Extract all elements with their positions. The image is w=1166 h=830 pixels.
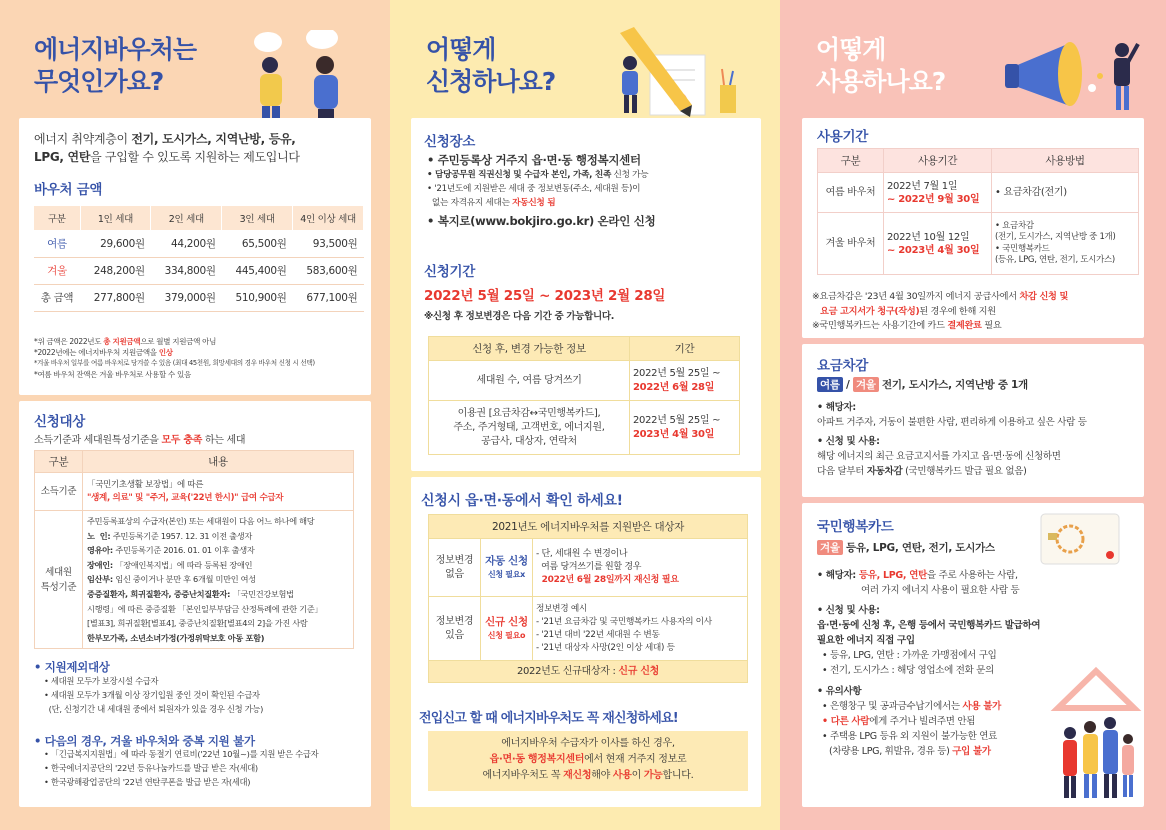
member-line [87, 572, 349, 587]
target-head-content: 내용 [83, 451, 354, 473]
note-1 [34, 336, 369, 347]
change-info-line: 공급사, 대상자, 연락처 [481, 435, 577, 447]
member-key: 중증질환자, 희귀질환자, 중증난치질환자: [87, 588, 233, 599]
dup-title: • 다음의 경우, 겨울 바우처와 중복 지원 불가 [34, 734, 255, 748]
member-line [87, 543, 349, 558]
intro-text-d: 을 구입할 수 있도록 지원하는 제도입니다 [90, 150, 300, 164]
move-line3g: 합니다. [662, 770, 694, 781]
target-head-cat: 구분 [35, 451, 83, 473]
note-1b: 총 지원금액 [103, 337, 141, 346]
member-line [87, 514, 349, 529]
use-notes: ※요금차감은 '23년 4월 30일까지 에너지 공급사에서 차감 신청 및 요금 고지서가 청구(작성)된 경우에 한해 지원 ※국민행복카드는 사용기간에 카드 결제완료 필요 [812, 291, 1069, 331]
intro-card [19, 118, 371, 395]
amount-row-label: 총 금액 [34, 284, 80, 311]
r1-right: 여름 당겨쓰기를 원할 경우 [536, 562, 642, 572]
bill-how-title: • 신청 및 사용: [817, 436, 880, 447]
note-2 [34, 347, 369, 358]
people-chat-illustration [240, 30, 355, 120]
check-table [428, 514, 748, 683]
happy-card-image [1040, 513, 1120, 565]
change-period [630, 401, 740, 455]
member-value: 「장애인복지법」에 따라 등록된 장애인 [115, 559, 253, 570]
move-line1: 에너지바우처 수급자가 이사를 하신 경우, [501, 738, 675, 749]
change-period-end: 2022년 6월 28일 [633, 381, 715, 393]
member-value: (가정위탁보호 아동 포함) [176, 632, 265, 643]
use-note3b: 결제완료 [947, 320, 982, 331]
family-illustration [1048, 663, 1143, 803]
amount-cell: 248,200원 [80, 257, 151, 284]
income-label: 소득기준 [35, 473, 83, 511]
caution2a: • 다른 사람 [822, 716, 870, 727]
member-value: 「국민건강보험법 [232, 588, 294, 599]
member-value: 임신 중이거나 분만 후 6개월 미만인 여성 [115, 574, 256, 585]
check-title: 신청시 읍·면·동에서 확인 하세요! [421, 493, 623, 509]
excl-list [44, 674, 263, 716]
place-item-a: 없는 자격유지 세대는 [427, 198, 513, 208]
r2-mid2: 신청 필요o [487, 630, 526, 640]
member-value: [별표3], 희귀질환[별표4], 중증난치질환[별표4의 2]을 가진 사람 [87, 618, 308, 629]
amount-cell: 334,800원 [151, 257, 222, 284]
period-title: 신청기간 [424, 264, 475, 280]
member-value: 주민등록기준 1957. 12. 31 이전 출생자 [112, 530, 252, 541]
change-period-end: 2023년 4월 30일 [633, 428, 715, 440]
place-item-b: 자동신청 됨 [512, 198, 556, 208]
change-head-period: 기간 [630, 337, 740, 361]
check-foot-b: 신규 신청 [618, 665, 660, 677]
place-item: • 복지로(www.bokjiro.go.kr) 온라인 신청 [427, 214, 656, 228]
place-item: • 주민등록상 거주지 읍·면·동 행정복지센터 [427, 153, 641, 167]
bill-line-text: 전기, 도시가스, 지역난방 중 1개 [878, 379, 1028, 391]
summer-tag: 여름 [817, 377, 843, 392]
move-line3e: 이 [631, 770, 644, 781]
amount-row-label: 겨울 [34, 257, 80, 284]
use-note2a: 요금 고지서가 청구(작성) [820, 305, 920, 317]
bill-who: 아파트 거주자, 거동이 불편한 사람, 편리하게 이용하고 싶은 사람 등 [817, 417, 1087, 428]
member-label1: 세대원 [45, 566, 72, 578]
card-who: 을 주로 사용하는 사람, [926, 570, 1018, 581]
excl-item: (단, 신청기간 내 세대원 중에서 퇴원자가 있을 경우 신청 가능) [44, 704, 264, 714]
member-line [87, 587, 349, 602]
caution1a: • 은행창구 및 공과금수납기에서는 [822, 701, 963, 712]
intro-text-b: 전기, 도시가스, 지역난방, 등유, [131, 132, 296, 146]
change-row [429, 401, 740, 455]
megaphone-illustration [1000, 28, 1150, 118]
note-2b: 인상 [158, 348, 173, 357]
caution1b: 사용 불가 [962, 701, 1001, 712]
r2-right: 정보변경 예시 [536, 603, 588, 614]
amount-cell: 44,200원 [151, 230, 222, 257]
column-how-use [780, 0, 1166, 830]
r2-right: - '21년 대비 '22년 세대원 수 변동 [536, 629, 660, 640]
amount-cell: 93,500원 [293, 230, 364, 257]
caution3b: (차량용 LPG, 휘발유, 경유 등) [829, 746, 953, 757]
member-key: 임산부: [87, 574, 116, 585]
r2-right: - '21년 요금차감 및 국민행복카드 사용자의 이사 [536, 616, 712, 627]
target-card [19, 401, 371, 807]
excl-item: • 세대원 모두가 3개월 이상 장기입원 중인 것이 확인된 수급자 [44, 690, 260, 700]
check-foot-a: 2022년도 신규대상자 : [516, 665, 619, 677]
dup-item: • 「긴급복지지원법」에 따라 동절기 연료비('22년 10월~)를 지원 받은 수급자 [44, 749, 319, 759]
use-head-method: 사용방법 [992, 149, 1139, 173]
note-4: *여름 바우처 잔액은 겨울 바우처로 사용할 수 있음 [34, 370, 191, 379]
bill-title: 요금차감 [817, 358, 868, 374]
change-period [630, 361, 740, 401]
winter-tag: 겨울 [853, 377, 879, 392]
amount-head: 1인 세대 [80, 206, 151, 230]
r2-label: 있음 [445, 629, 464, 641]
r2-label: 정보변경 [435, 615, 474, 627]
bill-who-title: • 해당자: [817, 402, 856, 413]
r1-red: 2022년 6월 28일까지 재신청 필요 [536, 575, 679, 585]
bill-card [802, 344, 1144, 497]
member-key: 노 인: [87, 530, 113, 541]
winter-method: • 국민행복카드 [995, 243, 1050, 254]
amount-cell: 29,600원 [80, 230, 151, 257]
col3-title-line1: 어떻게 [816, 35, 886, 64]
bill-line: 여름 / 겨울 전기, 도시가스, 지역난방 중 1개 [817, 377, 1028, 392]
move-line3b: 재신청 [563, 770, 592, 781]
target-sub-a: 소득기준과 세대원특성기준을 [34, 435, 162, 446]
check-card [411, 477, 761, 807]
use-note3a: ※국민행복카드는 사용기간에 카드 [812, 320, 948, 331]
member-value: 주민등록표상의 수급자(본인) 또는 세대원이 다음 어느 하나에 해당 [87, 516, 315, 526]
amount-head: 2인 세대 [151, 206, 222, 230]
note-1c: 으로 월별 지원금액 아님 [140, 337, 217, 346]
member-label2: 특성기준 [40, 581, 77, 593]
move-line3d: 사용 [612, 770, 632, 781]
change-info [429, 401, 630, 455]
move-line3a: 에너지바우처도 꼭 [482, 770, 564, 781]
excl-title: • 지원제외대상 [34, 660, 110, 674]
caution3a: • 주택용 LPG 등유 외 지원이 불가능한 연료 [822, 731, 997, 742]
card-line [817, 540, 995, 555]
move-line2a: 읍·면·동 행정복지센터 [489, 754, 585, 765]
change-info-line: 주소, 주거형태, 고객번호, 에너지원, [453, 421, 605, 433]
amount-row [34, 284, 364, 311]
excl-item: • 세대원 모두가 보장시설 수급자 [44, 676, 159, 686]
member-value: 시행령」에 따른 중증질환 「본인일부부담금 산정특례에 관한 기준」 [87, 603, 323, 614]
amount-table [34, 206, 364, 312]
intro-text-c: LPG, 연탄 [34, 150, 91, 164]
move-box [428, 731, 748, 791]
caution2b: 에게 주거나 빌려주면 안됨 [869, 716, 976, 727]
target-sub [34, 431, 245, 446]
change-info [429, 361, 630, 401]
card-how: 읍·면·동에 신청 후, 은행 등에서 국민행복카드 발급하여 [817, 620, 1041, 631]
amount-head: 4인 이상 세대 [293, 206, 364, 230]
intro-text-a: 에너지 취약계층이 [34, 132, 132, 146]
card-who2: 여러 가지 에너지 사용이 필요한 사람 등 [861, 585, 1020, 596]
use-note2b: 된 경우에 한해 지원 [919, 305, 996, 317]
income-line2: "생계, 의료" 및 "주거, 교육('22년 한시)" 급여 수급자 [87, 492, 284, 503]
bill-body [817, 400, 1142, 479]
change-table [428, 336, 740, 455]
member-line [87, 558, 349, 573]
period-value: 2022년 5월 25일 ~ 2023년 2월 28일 [424, 288, 666, 304]
member-line [87, 616, 349, 631]
column-what-is [0, 0, 390, 830]
change-period-start: 2022년 5월 25일 ~ [633, 414, 721, 426]
col2-title-line1: 어떻게 [426, 35, 496, 64]
column-how-apply [390, 0, 780, 830]
caution3c: 구입 불가 [952, 746, 991, 757]
amount-cell: 379,000원 [151, 284, 222, 311]
place-item: • '21년도에 지원받은 세대 중 정보변동(주소, 세대원 등)이 [427, 184, 641, 194]
member-line [87, 631, 349, 646]
change-row [429, 361, 740, 401]
amount-title: 바우처 금액 [34, 182, 103, 198]
member-key: 한부모가족, 소년소녀가정 [87, 632, 177, 643]
pencil-illustration [600, 25, 750, 120]
card-who-title: • 해당자: [817, 570, 859, 581]
summer-period1: 2022년 7월 1일 [887, 180, 958, 192]
target-sub-b: 모두 충족 [161, 435, 203, 446]
move-line2b: 에서 현재 거주지 정보로 [584, 754, 687, 765]
bill-how-a: 다음 달부터 [817, 466, 867, 477]
summer-period2: ~ 2022년 9월 30일 [887, 193, 980, 205]
change-info-line: 이용권 [요금차감↔국민행복카드], [457, 407, 601, 419]
use-head-cat: 구분 [818, 149, 884, 173]
bill-how-b: 자동차감 [866, 466, 903, 477]
r1-label: 없음 [445, 568, 464, 580]
usage-card [802, 118, 1144, 338]
card-how-title: • 신청 및 사용: [817, 605, 880, 616]
use-note1b: 차감 신청 및 [1019, 291, 1069, 302]
r1-mid: 자동 신청 [485, 554, 528, 567]
amount-row [34, 257, 364, 284]
move-line3c: 해야 [591, 770, 613, 781]
dup-item: • 한국광해광업공단의 '22년 연탄쿠폰을 발급 받은 자(세대) [44, 777, 251, 787]
r1-mid2: 신청 필요x [487, 569, 526, 579]
intro-text [34, 130, 300, 166]
summer-method: • 요금차감(전기) [992, 173, 1139, 213]
r2-mid: 신규 신청 [485, 615, 528, 628]
move-title: 전입신고 할 때 에너지바우처도 꼭 재신청하세요! [419, 711, 678, 726]
target-table [34, 450, 354, 649]
change-info-line: 세대원 수, 여름 당겨쓰기 [476, 374, 582, 386]
place-item-b: 신청 가능 [611, 170, 649, 180]
use-note1a: ※요금차감은 '23년 4월 30일까지 에너지 공급사에서 [812, 291, 1020, 302]
member-key: 장애인: [87, 559, 116, 570]
col1-title [34, 34, 196, 98]
change-head-info: 신청 후, 변경 가능한 정보 [429, 337, 630, 361]
dup-list [44, 747, 318, 789]
col1-title-line2: 무엇인가요? [34, 67, 164, 96]
col2-title [426, 34, 555, 98]
amount-cell: 677,100원 [293, 284, 364, 311]
col1-title-line1: 에너지바우처는 [34, 35, 197, 64]
r2-right: - '21년 대상자 사망(2인 이상 세대) 등 [536, 642, 675, 653]
amount-row [34, 230, 364, 257]
amount-cell: 65,500원 [222, 230, 293, 257]
member-content [83, 511, 354, 649]
use-head-period: 사용기간 [884, 149, 992, 173]
winter-method: (전기, 도시가스, 지역난방 중 1개) [995, 232, 1116, 242]
col3-title [816, 34, 945, 98]
bill-how-c: (국민행복카드 발급 필요 없음) [902, 466, 1027, 477]
move-line3f: 가능 [643, 770, 663, 781]
check-head: 2021년도 에너지바우처를 지원받은 대상자 [429, 515, 748, 539]
member-line [87, 529, 349, 544]
amount-notes [34, 336, 369, 380]
place-list [427, 152, 757, 229]
amount-cell: 277,800원 [80, 284, 151, 311]
winter-method: (등유, LPG, 연탄, 전기, 도시가스) [995, 255, 1115, 265]
amount-head: 구분 [34, 206, 80, 230]
use-title: 사용기간 [817, 129, 868, 145]
target-sub-c: 하는 세대 [202, 435, 246, 446]
amount-cell: 510,900원 [222, 284, 293, 311]
card-winter-tag: 겨울 [817, 540, 843, 555]
dup-item: • 한국에너지공단의 '22년 등유나눔카드를 발급 받은 자(세대) [44, 763, 258, 773]
place-item-a: • 담당공무원 직권신청 및 수급자 본인, 가족, 친족 [427, 170, 612, 180]
apply-card [411, 118, 761, 471]
card-line-text: 등유, LPG, 연탄, 전기, 도시가스 [842, 542, 995, 554]
member-value: 주민등록기준 2016. 01. 01 이후 출생자 [115, 545, 255, 556]
caution-title: • 유의사항 [817, 686, 862, 697]
use-table [817, 148, 1139, 275]
amount-cell: 445,400원 [222, 257, 293, 284]
happy-card [802, 503, 1144, 807]
amount-row-label: 여름 [34, 230, 80, 257]
target-title: 신청대상 [34, 414, 85, 430]
period-note: ※신청 후 정보변경은 다음 기간 중 가능합니다. [424, 311, 615, 322]
summer-label: 여름 바우처 [818, 173, 884, 213]
card-use1: • 등유, LPG, 연탄 : 가까운 가맹점에서 구입 [822, 650, 997, 661]
card-title: 국민행복카드 [817, 519, 894, 535]
note-2a: *2022년에는 에너지바우처 지원금액을 [34, 348, 159, 357]
bill-how: 해당 에너지의 최근 요금고지서를 가지고 읍·면·동에 신청하면 [817, 451, 1061, 462]
note-1a: *위 금액은 2022년도 [34, 337, 104, 346]
r1-label: 정보변경 [435, 554, 474, 566]
col2-title-line2: 신청하나요? [426, 67, 556, 96]
card-use2: • 전기, 도시가스 : 해당 영업소에 전화 문의 [822, 665, 994, 676]
winter-period2: ~ 2023년 4월 30일 [887, 244, 980, 256]
card-who-fuel: 등유, LPG, 연탄 [858, 570, 927, 581]
amount-head: 3인 세대 [222, 206, 293, 230]
note-3: *겨울 바우처 일부를 여름 바우처로 당겨쓸 수 있음 (최대 45천원, 희망세대의 경우 바우처 신청 시 선택) [34, 359, 315, 367]
card-how2: 필요한 에너지 직접 구입 [817, 635, 915, 646]
winter-period1: 2022년 10월 12일 [887, 231, 970, 243]
r1-right: - 단, 세대원 수 변경이나 [536, 549, 628, 559]
member-key: 영유아: [87, 545, 116, 556]
change-period-start: 2022년 5월 25일 ~ [633, 367, 721, 379]
winter-method: • 요금차감 [995, 220, 1034, 231]
amount-cell: 583,600원 [293, 257, 364, 284]
col3-title-line2: 사용하나요? [816, 67, 946, 96]
income-line1: 「국민기초생활 보장법」에 따른 [87, 479, 204, 490]
member-line [87, 602, 349, 617]
winter-label: 겨울 바우처 [818, 213, 884, 275]
place-title: 신청장소 [424, 134, 475, 150]
